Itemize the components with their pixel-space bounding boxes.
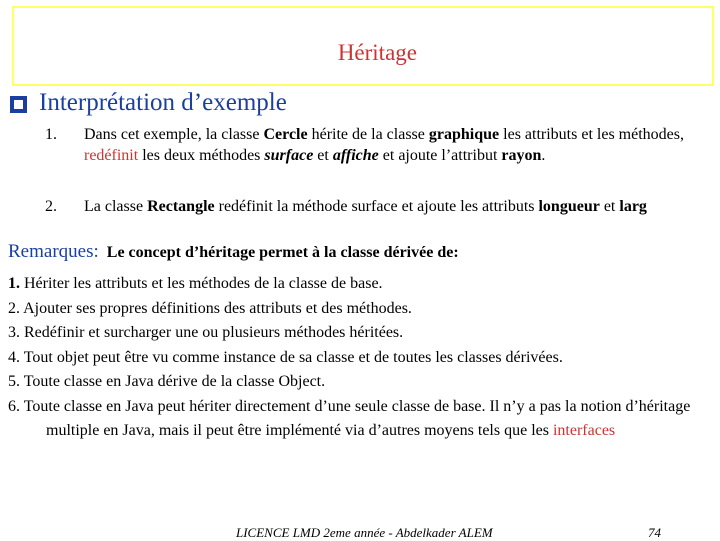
text-run: 3. Redéfinir et surcharger une ou plusieurs méthodes héritées. xyxy=(8,324,404,341)
heading-text: Interprétation d’exemple xyxy=(39,89,287,116)
text-run: interfaces xyxy=(552,422,616,439)
list-item-1 xyxy=(45,124,705,166)
remark-item xyxy=(8,346,708,371)
text-run: graphique xyxy=(428,126,500,143)
text-run: 5. Toute classe en Java dérive de la classe Object. xyxy=(8,373,326,390)
text-run: redéfinit xyxy=(84,147,139,164)
text-run: les deux méthodes xyxy=(138,147,265,164)
text-run: affiche xyxy=(332,147,379,164)
text-run: Cercle xyxy=(263,126,308,143)
page-number: 74 xyxy=(648,525,661,540)
text-run: 6. Toute classe en Java peut hériter directement d’une seule classe de base. Il n’y a pas la notion d’héritage multiple en Java, mais il peut être implémenté via d’autres moyens tels que les xyxy=(8,397,691,439)
text-run: rayon xyxy=(501,147,542,164)
slide-title: Héritage xyxy=(337,40,417,65)
text-run: et xyxy=(313,147,333,164)
text-run: les attributs et les méthodes, xyxy=(499,126,684,143)
remarks-list xyxy=(8,272,708,444)
text-run: 4. Tout objet peut être vu comme instance de sa classe et de toutes les classes dérivées. xyxy=(8,348,563,366)
text-run: longueur xyxy=(538,198,600,215)
remark-item xyxy=(8,272,708,297)
text-run: Hériter les attributs et les méthodes de la classe de base. xyxy=(20,275,383,292)
section-heading xyxy=(10,89,287,117)
text-run: La classe xyxy=(84,198,148,215)
text-run: Dans cet exemple, la classe xyxy=(84,126,264,143)
footer-text: LICENCE LMD 2eme année - Abdelkader ALEM xyxy=(236,525,493,540)
text-run: et xyxy=(599,198,620,215)
text-run: larg xyxy=(619,198,647,215)
item-body xyxy=(84,196,705,217)
remark-item xyxy=(8,370,708,395)
item-number: 1. xyxy=(45,126,57,143)
text-run: 2. Ajouter ses propres définitions des attributs et des méthodes. xyxy=(8,299,412,317)
remarks-label: Remarques: xyxy=(8,241,99,262)
text-run: hérite de la classe xyxy=(307,126,429,143)
item-number: 2. xyxy=(45,198,57,215)
item-body xyxy=(84,124,705,166)
text-run: redéfinit la méthode surface et ajoute les attributs xyxy=(214,198,539,215)
text-run: 1. xyxy=(8,275,20,292)
square-bullet-icon xyxy=(10,96,27,113)
remarks-heading xyxy=(8,241,459,263)
remark-item xyxy=(8,395,708,444)
text-run: Rectangle xyxy=(147,198,215,215)
remarks-lead: Le concept d’héritage permet à la classe dérivée de: xyxy=(106,244,459,261)
text-run: surface xyxy=(264,147,314,164)
remark-item xyxy=(8,297,708,322)
text-run: . xyxy=(541,147,546,164)
list-item-2 xyxy=(45,196,705,217)
title-box xyxy=(12,6,714,86)
remark-item xyxy=(8,321,708,346)
text-run: et ajoute l’attribut xyxy=(378,147,502,164)
